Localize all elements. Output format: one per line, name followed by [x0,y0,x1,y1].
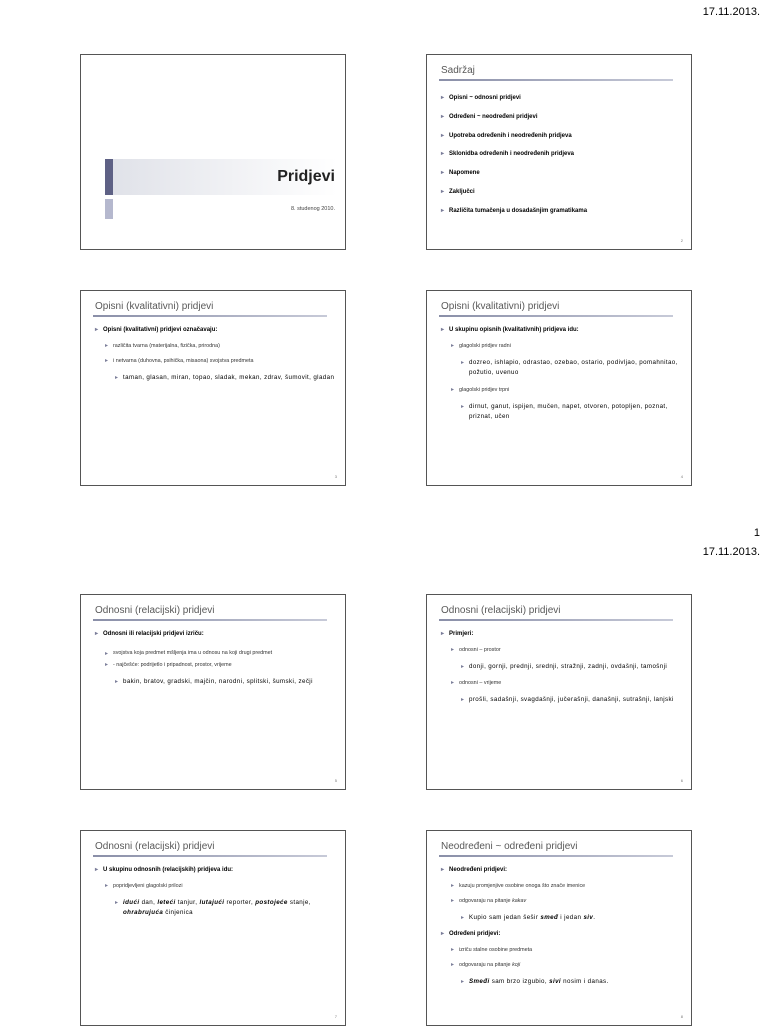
slide-body [439,631,683,714]
bullet-level2 [439,898,683,905]
slide-number: 4 [680,474,683,479]
slide-heading: Odnosni (relacijski) pridjevi [441,605,561,616]
bullet-level2: ▸ popridjevljeni glagolski prilozi [93,883,337,890]
bullet-level2 [439,962,683,969]
slide-body [93,327,337,391]
bullet-level2: ▸ različita tvarna (materijalna, fizička, prirodna) [93,343,337,350]
slide-contents [426,54,692,250]
slide-relational-3 [80,830,346,1026]
example-word: leteći [157,898,176,906]
example-text: . [593,913,596,921]
slide-number: 2 [680,238,683,243]
example-word: sivi [549,978,562,986]
slide-heading: Neodređeni ~ određeni pridjevi [441,841,578,852]
bullet-continuation: ▸ - najčešće: podrijetlo i pripadnost, prostor, vrijeme [93,662,337,669]
bullet-text: odgovaraju na pitanje [459,962,513,969]
contents-list [439,95,683,227]
list-item: ▸ Određeni ~ neodređeni pridjevi [439,114,683,122]
slide-number: 5 [334,778,337,783]
slide-heading: Opisni (kvalitativni) pridjevi [95,301,214,312]
list-item: ▸ Zaključci [439,189,683,197]
bullet-level3: ▸ prošli, sadašnji, svagdašnji, jučerašnji, današnji, sutrašnji, lanjski [439,695,683,706]
slide-relational-1 [80,594,346,790]
list-item: ▸ Opisni ~ odnosni pridjevi [439,95,683,103]
bullet-level1: ▸ Neodređeni pridjevi: [439,867,683,875]
slide-indefinite-definite [426,830,692,1026]
page-date: 17.11.2013. [702,6,760,18]
list-item: ▸ Sklonidba određenih i neodređenih pridjeva [439,151,683,159]
slide-body [93,867,337,927]
example-text: i jedan [558,913,584,921]
question-word: kakav [512,897,527,904]
bullet-level2: ▸ kazuju promjenjive osobine onoga što znače imenice [439,883,683,890]
bullet-level2: ▸ odnosni – prostor [439,647,683,654]
accent-bar [105,159,113,195]
bullet-level1: ▸ U skupinu odnosnih (relacijskih) pridjeva idu: [93,867,337,875]
slide-number: 7 [334,1014,337,1019]
bullet-level2: ▸ svojstva koja predmet mšljenja ima u odnosu na koji drugi predmet [93,647,337,660]
slide-heading: Odnosni (relacijski) pridjevi [95,605,215,616]
bullet-text: odgovaraju na pitanje [459,897,513,904]
list-item: ▸ Različita tumačenja u dosadašnjim gramatikama [439,208,683,216]
bullet-level1: ▸ Opisni (kvalitativni) pridjevi označavaju: [93,327,337,335]
bullet-level2: ▸ izriču stalne osobine predmeta [439,947,683,954]
heading-rule [93,619,327,621]
heading-rule [439,855,673,857]
accent-bar-small [105,199,113,219]
bullet-level3: ▸ taman, glasan, miran, topao, sladak, mekan, zdrav, šumovit, gladan [93,373,337,384]
bullet-level3: ▸ dozreo, ishlapio, odrastao, ozebao, ostario, podivljao, pomahnitao, požutio, uvenuo [439,358,683,379]
bullet-level2: ▸ glagolski pridjev radni [439,343,683,350]
page-date: 17.11.2013. [702,546,760,558]
slide-title [80,54,346,250]
bullet-level3: ▸ bakin, bratov, gradski, majčin, narodni, splitski, šumski, zečji [93,677,337,688]
example-text: nosim i danas. [561,978,609,986]
bullet-level2: ▸ i netvarna (duhovna, psihička, misaona) svojstva predmeta [93,358,337,365]
slide-body [439,327,683,431]
bullet-level2: ▸ odnosni – vrijeme [439,680,683,687]
slide-number: 6 [680,778,683,783]
bullet-level1: ▸ Odnosni ili relacijski pridjevi izriču: [93,631,337,639]
slide-heading: Odnosni (relacijski) pridjevi [95,841,215,852]
slide-relational-2 [426,594,692,790]
example-text: stanje, [287,898,311,906]
bullet-level3: ▸ dirnut, ganut, ispijen, mučen, napet, otvoren, potopljen, poznat, priznat, učen [439,402,683,423]
question-word: koji [512,962,521,969]
bullet-level1: ▸ Određeni pridjevi: [439,931,683,939]
bullet-level3: ▸ donji, gornji, prednji, srednji, stražnji, zadnji, ovdašnji, tamošnji [439,662,683,673]
bullet-level2: ▸ glagolski pridjev trpni [439,387,683,394]
example-word: smeđ [540,913,559,921]
presentation-date: 8. studenog 2010. [290,206,335,212]
list-item: ▸ Upotreba određenih i neodređenih pridjeva [439,133,683,141]
heading-rule [93,855,327,857]
bullet-level1: ▸ Primjeri: [439,631,683,639]
example-word: lutajući [199,898,225,906]
bullet-level3 [439,913,683,924]
slide-descriptive-2 [426,290,692,486]
example-text: sam brzo izgubio, [489,978,550,986]
example-word: siv [583,913,594,921]
bullet-level1: ▸ U skupinu opisnih (kvalitativnih) pridjeva idu: [439,327,683,335]
example-text: reporter, [224,898,256,906]
heading-rule [439,315,673,317]
example-word: Smeđi [469,978,490,986]
slide-body [93,631,337,695]
slide-heading: Opisni (kvalitativni) pridjevi [441,301,560,312]
heading-rule [439,619,673,621]
page-number: 1 [753,527,760,539]
presentation-title: Pridjevi [277,168,335,185]
bullet-level3 [93,898,337,919]
example-word: ohrabrujuća [123,909,164,917]
slide-number: 3 [334,474,337,479]
example-text: Kupio sam jedan šešir [469,913,541,921]
heading-rule [439,79,673,81]
bullet-level3 [439,977,683,988]
slide-body [439,867,683,996]
example-word: postojeće [255,898,288,906]
heading-rule [93,315,327,317]
example-text: činjenica [163,909,193,917]
example-text: tanjur, [175,898,200,906]
example-word: idući [123,898,140,906]
slide-number: 8 [680,1014,683,1019]
slide-heading: Sadržaj [441,65,475,76]
slide-descriptive-1 [80,290,346,486]
example-text: dan, [139,898,158,906]
list-item: ▸ Napomene [439,170,683,178]
